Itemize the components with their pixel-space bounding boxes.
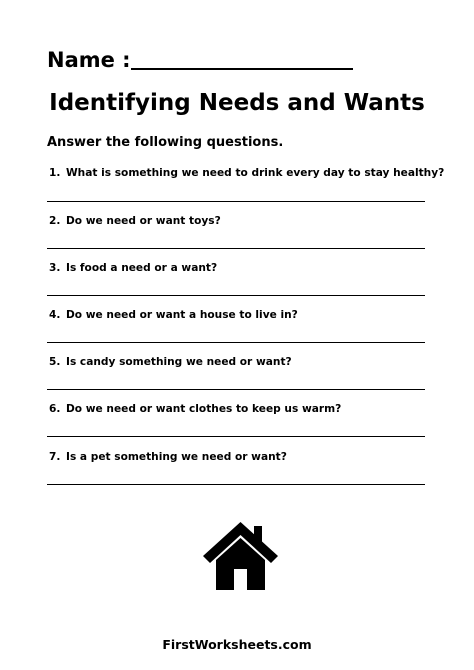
answer-line-1	[47, 201, 425, 202]
page-title: Identifying Needs and Wants	[49, 90, 425, 116]
question-text: Do we need or want clothes to keep us warm?	[66, 403, 342, 415]
question-text: Do we need or want toys?	[66, 215, 221, 227]
question-text: Is candy something we need or want?	[66, 356, 292, 368]
question-number: 3.	[49, 262, 61, 274]
question-6	[49, 402, 341, 416]
answer-line-6	[47, 436, 425, 437]
house-icon	[203, 520, 278, 590]
question-7	[49, 450, 287, 464]
question-text: Is a pet something we need or want?	[66, 451, 287, 463]
answer-line-7	[47, 484, 425, 485]
answer-line-2	[47, 248, 425, 249]
question-number: 2.	[49, 215, 61, 227]
answer-line-4	[47, 342, 425, 343]
question-number: 4.	[49, 309, 61, 321]
name-answer-line	[131, 68, 353, 70]
instructions: Answer the following questions.	[47, 135, 284, 150]
question-3	[49, 261, 217, 275]
question-text: Do we need or want a house to live in?	[66, 309, 298, 321]
question-1	[49, 166, 444, 180]
name-label: Name :	[47, 48, 131, 72]
name-row	[47, 46, 357, 76]
question-number: 5.	[49, 356, 61, 368]
answer-line-3	[47, 295, 425, 296]
question-number: 7.	[49, 451, 61, 463]
footer-brand: FirstWorksheets.com	[162, 637, 312, 652]
question-number: 6.	[49, 403, 61, 415]
question-2	[49, 214, 221, 228]
question-number: 1.	[49, 167, 61, 179]
question-4	[49, 308, 298, 322]
question-text: What is something we need to drink every day to stay healthy?	[66, 167, 445, 179]
answer-line-5	[47, 389, 425, 390]
question-text: Is food a need or a want?	[66, 262, 218, 274]
question-5	[49, 355, 292, 369]
